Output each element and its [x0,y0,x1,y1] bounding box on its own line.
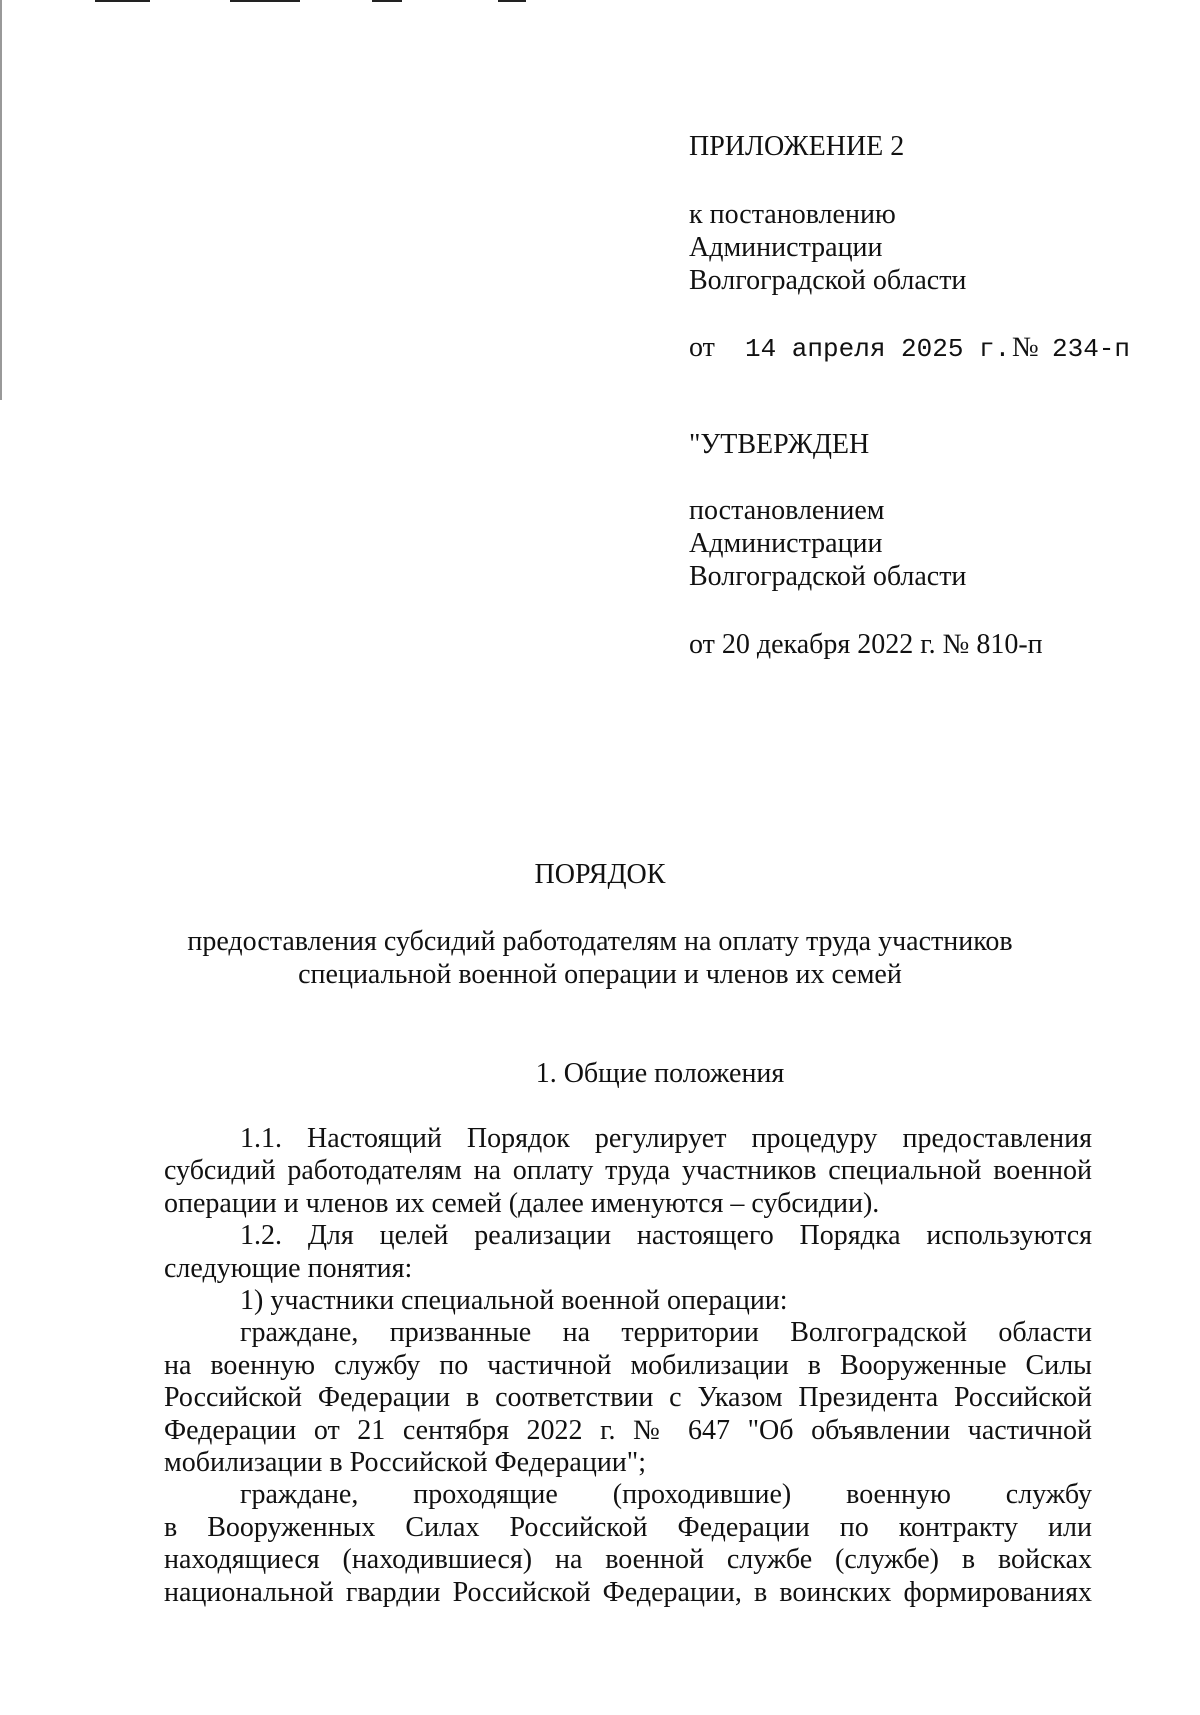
approved-date: от 20 декабря 2022 г. № 810-п [689,629,1043,660]
scan-mark-top-1 [95,0,150,2]
decree-number: 234-п [1052,334,1131,364]
body-line-6: 1) участники специальной военной операции: [240,1285,788,1317]
decree-date: 14 апреля 2025 г. [745,334,1011,364]
decree-number-sign: № [1012,332,1039,363]
body-line-2: субсидий работодателям на оплату труда участников специальной военной [164,1155,1092,1187]
document-title: ПОРЯДОК [534,859,666,890]
document-subtitle-line-1: предоставления субсидий работодателям на оплату труда участников [187,926,1013,957]
section-heading: 1. Общие положения [535,1058,785,1089]
body-line-9: Российской Федерации в соответствии с Указом Президента Российской [164,1382,1092,1414]
to-decree-line-2: Администрации [689,232,883,263]
body-line-5: следующие понятия: [164,1252,413,1284]
body-line-12: граждане, проходящие (проходившие) военную службу [240,1479,1092,1511]
body-line-3: операции и членов их семей (далее именуются – субсидии). [164,1187,880,1219]
body-line-8: на военную службу по частичной мобилизации в Вооруженные Силы [164,1349,1092,1381]
body-line-15: национальной гвардии Российской Федерации, в воинских формированиях [164,1576,1092,1608]
scan-mark-top-3 [372,0,402,2]
scan-mark-top-4 [498,0,526,2]
scan-mark-left [0,0,2,400]
document-subtitle-line-2: специальной военной операции и членов их семей [298,959,902,990]
body-line-1: 1.1. Настоящий Порядок регулирует процедуру предоставления [240,1123,1092,1154]
to-decree-line-1: к постановлению [689,199,896,230]
appendix-label: ПРИЛОЖЕНИЕ 2 [689,131,905,162]
approved-by-line-1: постановлением [689,495,885,526]
body-line-4: 1.2. Для целей реализации настоящего Порядка используются [240,1220,1092,1252]
decree-date-prefix: от [689,332,715,363]
body-text [164,1123,1092,1609]
approved-label: "УТВЕРЖДЕН [689,429,870,460]
body-line-7: граждане, призванные на территории Волгоградской области [240,1317,1092,1349]
scan-mark-top-2 [230,0,300,2]
body-line-11: мобилизации в Российской Федерации"; [164,1447,647,1479]
to-decree-line-3: Волгоградской области [689,265,967,296]
approved-by-line-2: Администрации [689,528,883,559]
approved-by-line-3: Волгоградской области [689,561,967,592]
body-line-13: в Вооруженных Силах Российской Федерации по контракту или [164,1511,1092,1543]
body-line-14: находящиеся (находившиеся) на военной службе (службе) в войсках [164,1544,1092,1576]
body-line-10: Федерации от 21 сентября 2022 г. № 647 "Об объявлении частичной [164,1414,1092,1446]
